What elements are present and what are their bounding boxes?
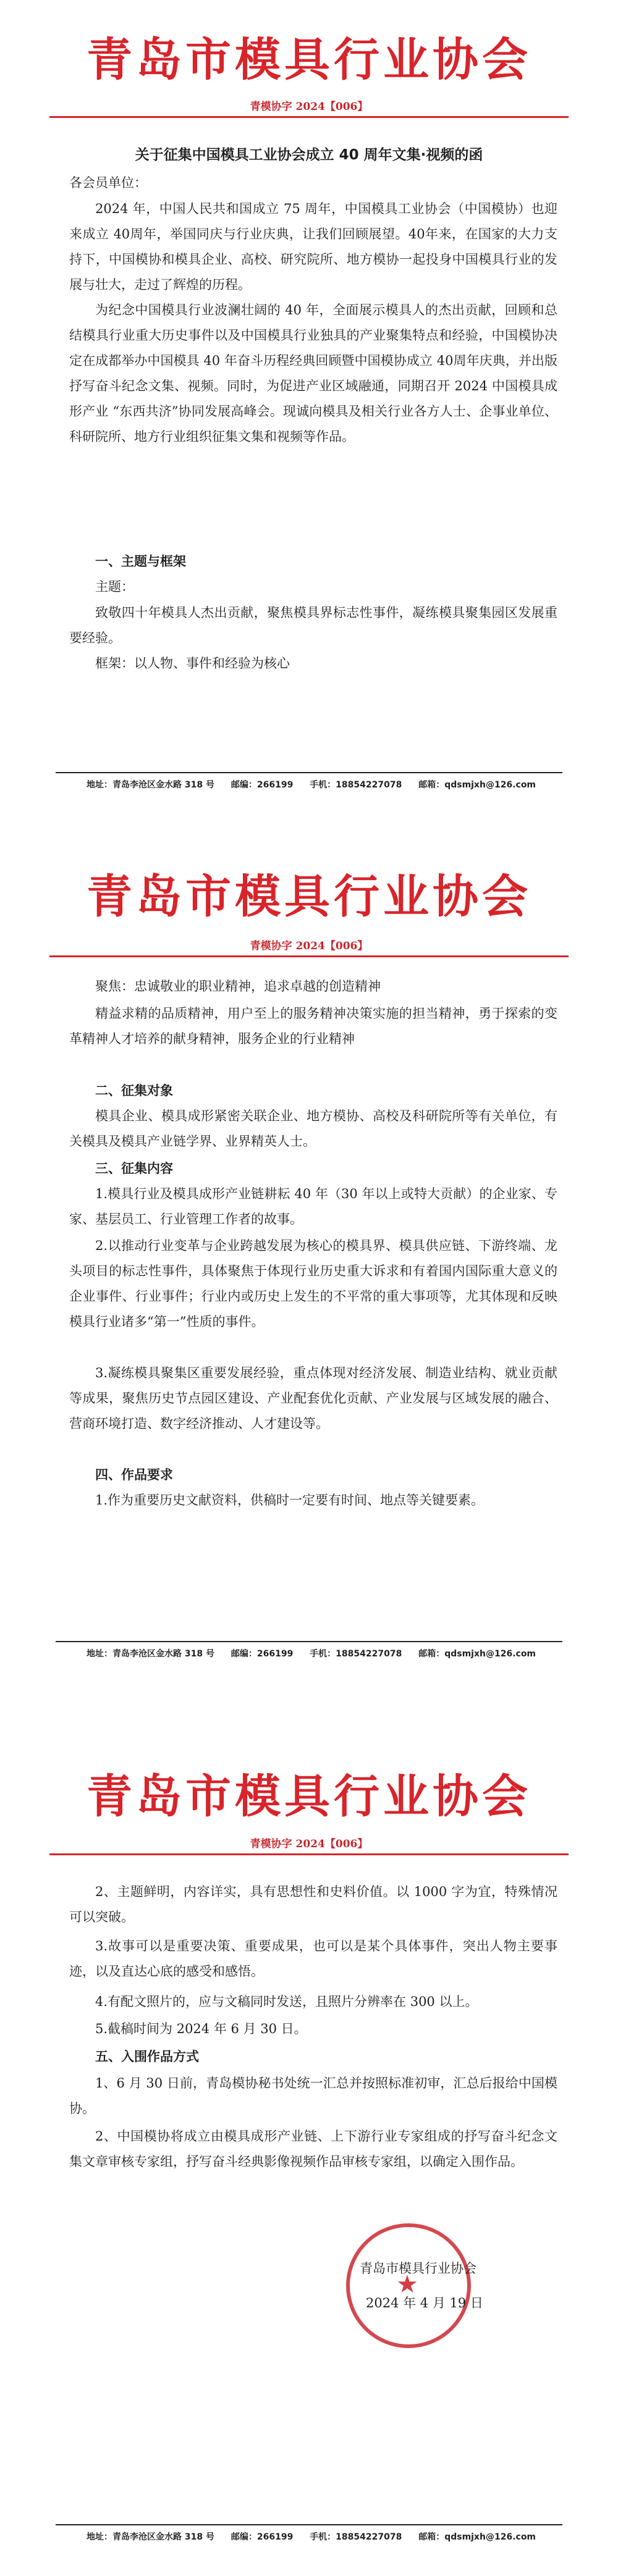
- frame-text: 框架：以人物、事件和经验为核心: [95, 656, 290, 671]
- footer-postcode: 邮编：266199: [231, 1649, 294, 1659]
- footer-email: 邮箱：qdsmjxh@126.com: [418, 780, 536, 790]
- footer: [87, 1647, 556, 1659]
- signature-date: 2024 年 4 月 19 日: [366, 2296, 483, 2310]
- signature-org: 青岛市模具行业协会: [360, 2261, 476, 2276]
- target-text: 模具企业、模具成形紧密关联企业、地方模协、高校及科研院所等有关单位，有关模具及模具产业链学界、业界精英人士。: [69, 1109, 557, 1149]
- letterhead-title: 青岛市模具行业协会: [87, 1770, 531, 1823]
- theme-text: 致敬四十年模具人杰出贡献，聚焦模具界标志性事件，凝练模具聚集园区发展重要经验。: [69, 605, 557, 645]
- method-1: 1、6 月 30 日前，青岛模协秘书处统一汇总并按照标准初审，汇总后报给中国模协。: [69, 2076, 557, 2116]
- paragraph-intro: 2024 年，中国人民共和国成立 75 周年，中国模具工业协会（中国模协）也迎来成立 40周年，举国同庆与行业庆典，让我们回顾展望。40年来，在国家的大力支持下，中国模协和模具企业、高校、研究院所、地方模协一起投身中国模具行业的发展与壮大，走过了辉煌的历程。: [69, 201, 557, 292]
- footer-postcode: 邮编：266199: [231, 780, 294, 790]
- doc-number: 青模协字 2024【006】: [250, 1838, 368, 1850]
- section-heading-4: 四、作品要求: [95, 1467, 173, 1482]
- red-divider: [49, 116, 569, 118]
- content-item-1: 1.模具行业及模具成形产业链耕耘 40 年（30 年以上或特大贡献）的企业家、专家、基层员工、行业管理工作者的故事。: [69, 1186, 557, 1227]
- theme-label: 主题：: [95, 579, 134, 594]
- spirit-text: 精益求精的品质精神，用户至上的服务精神决策实施的担当精神，勇于探索的变革精神人才培养的献身精神，服务企业的行业精神: [69, 1006, 557, 1046]
- section-heading-1: 一、主题与框架: [95, 553, 186, 569]
- requirement-1: 1.作为重要历史文献资料，供稿时一定要有时间、地点等关键要素。: [95, 1493, 485, 1508]
- section-heading-5: 五、入围作品方式: [95, 2049, 199, 2064]
- page-3: [0, 1714, 618, 2576]
- footer-divider: [56, 2524, 562, 2525]
- focus-text: 聚焦：忠诚敬业的职业精神，追求卓越的创造精神: [95, 979, 381, 994]
- footer-address: 地址：青岛李沧区金水路 318 号: [87, 780, 214, 790]
- paragraph-purpose: 为纪念中国模具行业波澜壮阔的 40 年，全面展示模具人的杰出贡献，回顾和总结模具行业重大历史事件以及中国模具行业独具的产业聚集特点和经验，中国模协决定在成都举办中国模具 40 年奋斗历程经典回顾暨中国模协成立 40周年庆典，并出版抒写奋斗纪念文集、视频。同时，为促进产业区域融通，同期召开 2024 中国模具成形产业 “东西共济”协同发展高峰会。现诚向模具及相关行业各方人士、企事业单位、科研院所、地方行业组织征集文集和视频等作品。: [69, 303, 557, 444]
- section-heading-2: 二、征集对象: [95, 1083, 173, 1098]
- content-item-3: 3.凝练模具聚集区重要发展经验，重点体现对经济发展、制造业结构、就业贡献等成果，聚焦历史节点园区建设、产业配套优化贡献、产业发展与区域发展的融合、营商环境打造、数字经济推动、人才建设等。: [69, 1366, 557, 1431]
- requirement-5: 5.截稿时间为 2024 年 6 月 30 日。: [95, 2021, 307, 2036]
- footer-address: 地址：青岛李沧区金水路 318 号: [87, 2532, 214, 2542]
- page-1: [0, 0, 618, 815]
- footer: [87, 2530, 556, 2543]
- official-seal: [346, 2223, 471, 2348]
- document-title: 关于征集中国模具工业协会成立 40 周年文集·视频的函: [135, 147, 483, 163]
- footer-phone: 手机：18854227078: [310, 780, 402, 790]
- requirement-2: 2、主题鲜明，内容详实，具有思想性和史料价值。以 1000 字为宜，特殊情况可以突破。: [69, 1884, 557, 1924]
- footer-phone: 手机：18854227078: [310, 1649, 402, 1659]
- content-item-2: 2.以推动行业变革与企业跨越发展为核心的模具界、模具供应链、下游终端、龙头项目的标志性事件，具体聚焦于体现行业历史重大诉求和有着国内国际重大意义的企业事件、行业事件；行业内或历史上发生的不平常的重大事项等，尤其体现和反映模具行业诸多“第一”性质的事件。: [69, 1238, 557, 1329]
- doc-number: 青模协字 2024【006】: [250, 940, 368, 952]
- letterhead-title: 青岛市模具行业协会: [87, 870, 531, 923]
- requirement-4: 4.有配文照片的，应与文稿同时发送，且照片分辨率在 300 以上。: [95, 1994, 478, 2009]
- section-heading-3: 三、征集内容: [95, 1160, 173, 1176]
- requirement-3: 3.故事可以是重要决策、重要成果，也可以是某个具体事件，突出人物主要事迹，以及直达心底的感受和感悟。: [69, 1939, 557, 1979]
- footer-postcode: 邮编：266199: [231, 2532, 294, 2542]
- footer-email: 邮箱：qdsmjxh@126.com: [418, 2532, 536, 2542]
- footer-divider: [56, 1641, 562, 1642]
- footer-phone: 手机：18854227078: [310, 2532, 402, 2542]
- footer: [87, 778, 556, 791]
- method-2: 2、中国模协将成立由模具成形产业链、上下游行业专家组成的抒写奋斗纪念文集文章审核专家组，抒写奋斗经典影像视频作品审核专家组，以确定入围作品。: [69, 2129, 557, 2169]
- salutation: 各会员单位：: [69, 175, 147, 190]
- doc-number: 青模协字 2024【006】: [250, 101, 368, 113]
- red-divider: [49, 1853, 569, 1855]
- footer-email: 邮箱：qdsmjxh@126.com: [418, 1649, 536, 1659]
- star-icon: ★: [396, 2270, 418, 2299]
- page-2: [0, 855, 618, 1711]
- footer-divider: [56, 772, 562, 773]
- red-divider: [49, 955, 569, 957]
- footer-address: 地址：青岛李沧区金水路 318 号: [87, 1649, 214, 1659]
- letterhead-title: 青岛市模具行业协会: [87, 33, 531, 86]
